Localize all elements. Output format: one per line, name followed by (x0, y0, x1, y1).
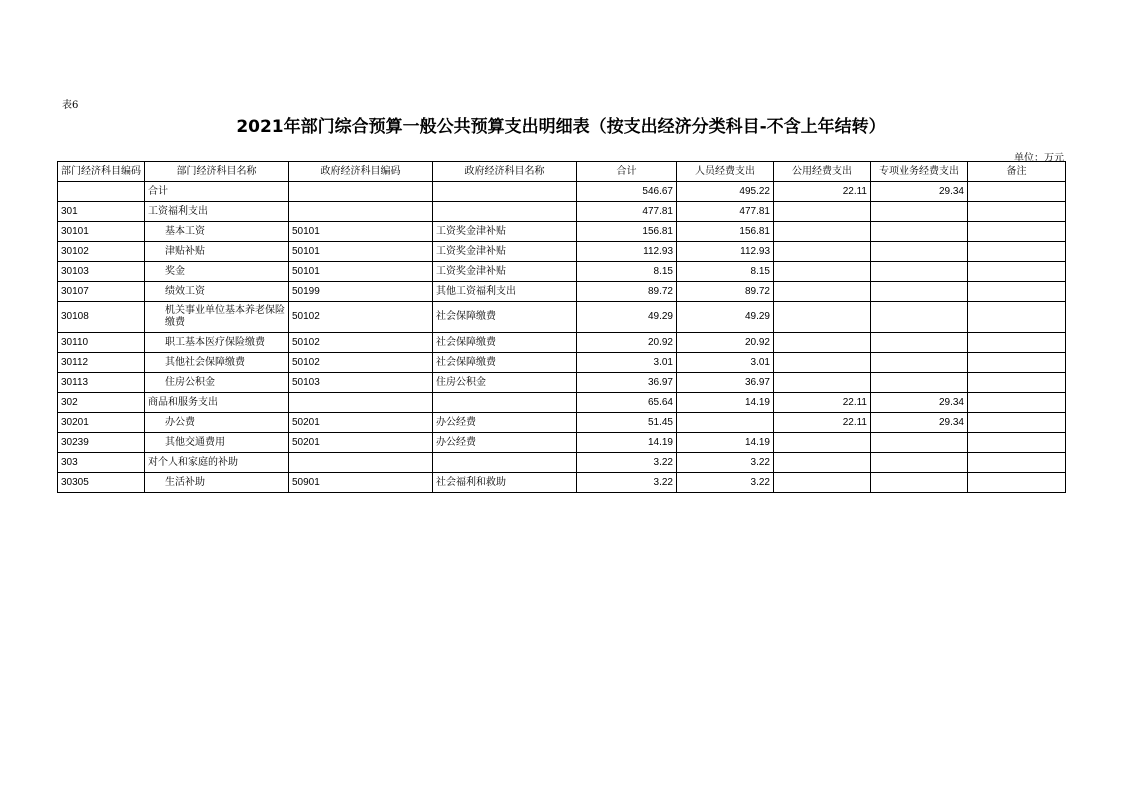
table-row (58, 353, 1066, 373)
total-cell: 546.67 (577, 182, 677, 202)
gov-code-cell: 50102 (289, 302, 433, 333)
column-header: 部门经济科目编码 (58, 162, 145, 182)
budget-table (57, 161, 1066, 493)
special-cell (871, 202, 968, 222)
note-cell (968, 242, 1066, 262)
dept-name-cell: 基本工资 (145, 222, 289, 242)
personnel-cell: 495.22 (677, 182, 774, 202)
public-cell (774, 453, 871, 473)
personnel-cell: 3.22 (677, 473, 774, 493)
table-row (58, 262, 1066, 282)
note-cell (968, 302, 1066, 333)
total-cell: 49.29 (577, 302, 677, 333)
unit-label: 单位：万元 (1014, 153, 1064, 164)
public-cell: 22.11 (774, 393, 871, 413)
total-cell: 8.15 (577, 262, 677, 282)
gov-code-cell: 50102 (289, 353, 433, 373)
table-row (58, 182, 1066, 202)
gov-name-cell (433, 202, 577, 222)
total-cell: 65.64 (577, 393, 677, 413)
dept-name-cell: 职工基本医疗保险缴费 (145, 333, 289, 353)
note-cell (968, 473, 1066, 493)
table-row (58, 242, 1066, 262)
total-cell: 36.97 (577, 373, 677, 393)
column-header: 公用经费支出 (774, 162, 871, 182)
dept-name-cell: 住房公积金 (145, 373, 289, 393)
gov-code-cell (289, 393, 433, 413)
note-cell (968, 393, 1066, 413)
personnel-cell: 49.29 (677, 302, 774, 333)
column-header: 部门经济科目名称 (145, 162, 289, 182)
gov-code-cell: 50101 (289, 242, 433, 262)
table-row (58, 473, 1066, 493)
gov-code-cell (289, 453, 433, 473)
dept-code-cell: 30113 (58, 373, 145, 393)
gov-code-cell: 50199 (289, 282, 433, 302)
gov-name-cell: 社会保障缴费 (433, 353, 577, 373)
gov-code-cell: 50101 (289, 262, 433, 282)
public-cell (774, 433, 871, 453)
public-cell (774, 353, 871, 373)
table-row (58, 282, 1066, 302)
special-cell (871, 302, 968, 333)
personnel-cell: 3.01 (677, 353, 774, 373)
gov-code-cell: 50102 (289, 333, 433, 353)
total-cell: 3.22 (577, 453, 677, 473)
personnel-cell: 112.93 (677, 242, 774, 262)
dept-name-cell: 对个人和家庭的补助 (145, 453, 289, 473)
gov-code-cell: 50901 (289, 473, 433, 493)
gov-code-cell: 50103 (289, 373, 433, 393)
gov-code-cell (289, 182, 433, 202)
special-cell (871, 433, 968, 453)
dept-code-cell: 30102 (58, 242, 145, 262)
public-cell (774, 242, 871, 262)
special-cell (871, 282, 968, 302)
personnel-cell: 36.97 (677, 373, 774, 393)
table-header-row (58, 162, 1066, 182)
total-cell: 156.81 (577, 222, 677, 242)
table-row (58, 433, 1066, 453)
note-cell (968, 262, 1066, 282)
note-cell (968, 222, 1066, 242)
dept-code-cell: 30201 (58, 413, 145, 433)
personnel-cell: 156.81 (677, 222, 774, 242)
dept-name-cell: 生活补助 (145, 473, 289, 493)
public-cell (774, 473, 871, 493)
gov-name-cell: 工资奖金津补贴 (433, 222, 577, 242)
special-cell (871, 333, 968, 353)
table-row (58, 453, 1066, 473)
special-cell (871, 242, 968, 262)
total-cell: 14.19 (577, 433, 677, 453)
gov-code-cell (289, 202, 433, 222)
gov-name-cell: 住房公积金 (433, 373, 577, 393)
public-cell (774, 302, 871, 333)
personnel-cell: 477.81 (677, 202, 774, 222)
dept-code-cell: 30112 (58, 353, 145, 373)
dept-code-cell: 30108 (58, 302, 145, 333)
column-header: 人员经费支出 (677, 162, 774, 182)
total-cell: 112.93 (577, 242, 677, 262)
table-row (58, 222, 1066, 242)
gov-name-cell: 社会福利和救助 (433, 473, 577, 493)
dept-code-cell: 30110 (58, 333, 145, 353)
gov-name-cell (433, 393, 577, 413)
dept-name-cell: 办公费 (145, 413, 289, 433)
public-cell (774, 262, 871, 282)
dept-code-cell (58, 182, 145, 202)
total-cell: 89.72 (577, 282, 677, 302)
public-cell (774, 282, 871, 302)
dept-name-cell: 奖金 (145, 262, 289, 282)
gov-code-cell: 50101 (289, 222, 433, 242)
special-cell (871, 222, 968, 242)
public-cell: 22.11 (774, 413, 871, 433)
dept-code-cell: 301 (58, 202, 145, 222)
note-cell (968, 373, 1066, 393)
table-row (58, 413, 1066, 433)
table-row (58, 373, 1066, 393)
gov-name-cell (433, 182, 577, 202)
column-header: 政府经济科目名称 (433, 162, 577, 182)
note-cell (968, 282, 1066, 302)
dept-code-cell: 30101 (58, 222, 145, 242)
total-cell: 477.81 (577, 202, 677, 222)
table-row (58, 393, 1066, 413)
gov-name-cell: 工资奖金津补贴 (433, 242, 577, 262)
dept-code-cell: 30239 (58, 433, 145, 453)
total-cell: 20.92 (577, 333, 677, 353)
dept-name-cell: 商品和服务支出 (145, 393, 289, 413)
gov-name-cell (433, 453, 577, 473)
table-number: 表6 (62, 100, 79, 111)
public-cell (774, 373, 871, 393)
public-cell (774, 202, 871, 222)
dept-name-cell: 其他交通费用 (145, 433, 289, 453)
gov-name-cell: 工资奖金津补贴 (433, 262, 577, 282)
dept-name-cell: 机关事业单位基本养老保险缴费 (145, 302, 289, 333)
personnel-cell (677, 413, 774, 433)
column-header: 专项业务经费支出 (871, 162, 968, 182)
special-cell (871, 373, 968, 393)
note-cell (968, 433, 1066, 453)
personnel-cell: 14.19 (677, 393, 774, 413)
dept-name-cell: 津贴补贴 (145, 242, 289, 262)
note-cell (968, 202, 1066, 222)
dept-code-cell: 30107 (58, 282, 145, 302)
column-header: 备注 (968, 162, 1066, 182)
special-cell (871, 453, 968, 473)
dept-name-cell: 绩效工资 (145, 282, 289, 302)
dept-code-cell: 30103 (58, 262, 145, 282)
dept-name-cell: 其他社会保障缴费 (145, 353, 289, 373)
dept-name-cell: 工资福利支出 (145, 202, 289, 222)
table-row (58, 333, 1066, 353)
personnel-cell: 89.72 (677, 282, 774, 302)
gov-name-cell: 办公经费 (433, 413, 577, 433)
page-title: 2021年部门综合预算一般公共预算支出明细表（按支出经济分类科目-不含上年结转） (236, 117, 886, 137)
personnel-cell: 20.92 (677, 333, 774, 353)
table-body (58, 182, 1066, 493)
note-cell (968, 333, 1066, 353)
public-cell: 22.11 (774, 182, 871, 202)
public-cell (774, 333, 871, 353)
special-cell: 29.34 (871, 393, 968, 413)
personnel-cell: 8.15 (677, 262, 774, 282)
gov-code-cell: 50201 (289, 433, 433, 453)
special-cell: 29.34 (871, 182, 968, 202)
note-cell (968, 353, 1066, 373)
dept-code-cell: 302 (58, 393, 145, 413)
dept-code-cell: 30305 (58, 473, 145, 493)
note-cell (968, 453, 1066, 473)
public-cell (774, 222, 871, 242)
gov-name-cell: 社会保障缴费 (433, 333, 577, 353)
gov-name-cell: 其他工资福利支出 (433, 282, 577, 302)
special-cell: 29.34 (871, 413, 968, 433)
gov-code-cell: 50201 (289, 413, 433, 433)
total-cell: 3.01 (577, 353, 677, 373)
gov-name-cell: 社会保障缴费 (433, 302, 577, 333)
note-cell (968, 182, 1066, 202)
personnel-cell: 14.19 (677, 433, 774, 453)
special-cell (871, 262, 968, 282)
gov-name-cell: 办公经费 (433, 433, 577, 453)
special-cell (871, 353, 968, 373)
column-header: 合计 (577, 162, 677, 182)
note-cell (968, 413, 1066, 433)
dept-code-cell: 303 (58, 453, 145, 473)
total-cell: 3.22 (577, 473, 677, 493)
dept-name-cell: 合计 (145, 182, 289, 202)
special-cell (871, 473, 968, 493)
total-cell: 51.45 (577, 413, 677, 433)
personnel-cell: 3.22 (677, 453, 774, 473)
table-row (58, 302, 1066, 333)
table-row (58, 202, 1066, 222)
column-header: 政府经济科目编码 (289, 162, 433, 182)
